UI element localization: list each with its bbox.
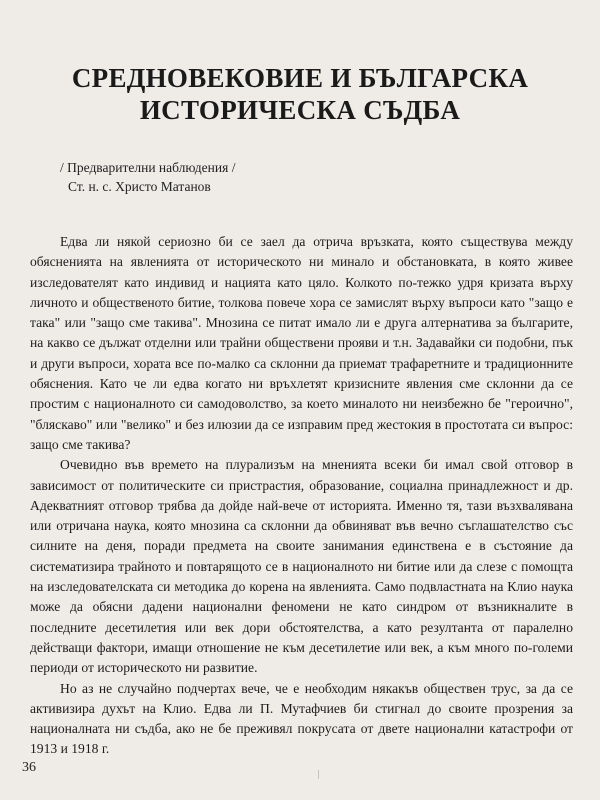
paragraph-3: Но аз не случайно подчертах вече, че е необходим някакъв обществен трус, за да се активизира духът на Клио. Едва ли П. Мутафчиев би стигнал до своите прозрения за националната ни съдба, ако не бе преживял покрусата от двете национални катастрофи от 1913 и 1918 г.: [30, 680, 573, 757]
title-line-1: СРЕДНОВЕКОВИЕ И БЪЛГАРСКА: [71, 63, 529, 93]
paragraph-1: Едва ли някой сериозно би се заел да отрича връзката, която съществува между обясненията на явленията от историческото ни минало и обстановката, в която живее изследователят като индивид и нацията като цяло. Колкото по-тежко удря кризата върху личното и общественото битие, толкова повече хора се замислят върху въпроси като "защо е така" или "защо сме такива". Мнозина се питат имало ли е друга алтернатива за българите, на какво се дължат отделни или трайни обществени прояви и т.н. Задавайки си подобни, пък и други въпроси, хората все по-малко са склонни да приемат трафаретните и традиционните обяснения. Като че ли едва когато ни връхлетят кризисните явления сме склонни да се простим с националното си самодоволство, за което миналото ни неизбежно бе "героично", "бляскаво" или "велико" и без илюзии да се изправим пред жестокия в простотата си въпрос: защо сме такива?: [30, 234, 573, 452]
page-number: 36: [22, 760, 36, 775]
subtitle-note: / Предварителни наблюдения /: [60, 160, 236, 175]
subtitle-block: [60, 158, 235, 196]
title-line-2: ИСТОРИЧЕСКА СЪДБА: [139, 95, 461, 125]
paragraph-2: Очевидно във времето на плурализъм на мненията всеки би имал свой отговор в зависимост от политическите си пристрастия, образование, социална принадлежност и др. Адекватният отговор трябва да дойде най-вече от историята. Именно тя, тази възхвалявана или отричана наука, която мнозина са склонни да обвиняват във вечно съглашателство със силните на деня, поради предмета на своите занимания единствена е в състояние да систематизира трайното и повтарящото се в националното ни битие или да слезе с помощта на изследователската си методика до корена на явленията. Само подвластната на Клио наука може да обясни дадени национални феномени не като синдром от възникналите в последните десетилетия или век дори обстоятелства, а като резултанта от паралелно действащи фактори, имащи отношение не към десетилетие или век, а към много по-големи периоди от историческото ни развитие.: [30, 457, 573, 676]
author-name: Ст. н. с. Христо Матанов: [68, 179, 211, 194]
scan-artifact: [318, 770, 319, 779]
page-title: [0, 62, 600, 126]
article-body: [30, 232, 573, 760]
